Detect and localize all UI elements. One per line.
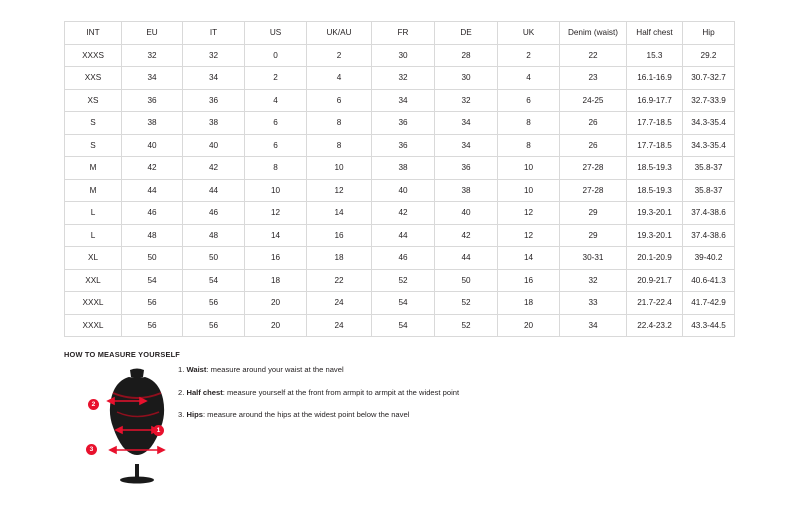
cell-de: 50 (435, 269, 498, 292)
cell-denim-waist: 33 (560, 292, 627, 315)
cell-uk-au: 6 (307, 89, 372, 112)
cell-half-chest: 22.4-23.2 (627, 314, 683, 337)
step-term-hips: Hips (186, 410, 203, 419)
column-header-int: INT (65, 22, 122, 45)
column-header-denim-waist: Denim (waist) (560, 22, 627, 45)
cell-eu: 42 (122, 157, 183, 180)
cell-hip: 40.6-41.3 (683, 269, 735, 292)
cell-eu: 46 (122, 202, 183, 225)
step-text-half-chest: : measure yourself at the front from armpit to armpit at the widest point (222, 387, 460, 397)
cell-int: XXXL (65, 292, 122, 315)
cell-uk: 2 (498, 44, 560, 67)
cell-denim-waist: 32 (560, 269, 627, 292)
measure-badge-2: 2 (88, 399, 99, 410)
table-row (65, 134, 735, 157)
cell-it: 56 (183, 314, 245, 337)
size-chart-header (65, 22, 735, 45)
cell-fr: 42 (372, 202, 435, 225)
measure-steps-list (178, 364, 598, 432)
column-header-uk-au: UK/AU (307, 22, 372, 45)
column-header-half-chest: Half chest (627, 22, 683, 45)
cell-hip: 35.8-37 (683, 179, 735, 202)
cell-denim-waist: 26 (560, 112, 627, 135)
cell-denim-waist: 29 (560, 202, 627, 225)
cell-it: 54 (183, 269, 245, 292)
cell-us: 4 (245, 89, 307, 112)
cell-us: 2 (245, 67, 307, 90)
cell-us: 16 (245, 247, 307, 270)
step-term-waist: Waist (186, 365, 207, 374)
cell-int: XXS (65, 67, 122, 90)
cell-uk: 8 (498, 112, 560, 135)
cell-uk: 16 (498, 269, 560, 292)
cell-uk-au: 4 (307, 67, 372, 90)
cell-int: S (65, 112, 122, 135)
cell-half-chest: 16.9-17.7 (627, 89, 683, 112)
cell-uk: 10 (498, 179, 560, 202)
cell-hip: 35.8-37 (683, 157, 735, 180)
cell-fr: 52 (372, 269, 435, 292)
cell-int: XXXS (65, 44, 122, 67)
cell-it: 56 (183, 292, 245, 315)
cell-uk: 6 (498, 89, 560, 112)
column-header-eu: EU (122, 22, 183, 45)
column-header-hip: Hip (683, 22, 735, 45)
cell-fr: 54 (372, 292, 435, 315)
cell-hip: 39-40.2 (683, 247, 735, 270)
cell-uk: 12 (498, 202, 560, 225)
cell-uk: 10 (498, 157, 560, 180)
table-row (65, 89, 735, 112)
cell-fr: 36 (372, 134, 435, 157)
cell-int: L (65, 224, 122, 247)
table-row (65, 269, 735, 292)
cell-us: 18 (245, 269, 307, 292)
size-chart-table-wrapper (64, 21, 734, 337)
cell-uk-au: 10 (307, 157, 372, 180)
column-header-fr: FR (372, 22, 435, 45)
measure-step-waist (178, 364, 598, 375)
cell-denim-waist: 29 (560, 224, 627, 247)
table-row (65, 44, 735, 67)
column-header-it: IT (183, 22, 245, 45)
cell-uk: 18 (498, 292, 560, 315)
size-chart-body (65, 44, 735, 337)
step-term-half-chest: Half chest (186, 387, 223, 397)
cell-int: XXXL (65, 314, 122, 337)
table-row (65, 179, 735, 202)
cell-uk: 8 (498, 134, 560, 157)
cell-fr: 36 (372, 112, 435, 135)
cell-uk-au: 12 (307, 179, 372, 202)
measure-badge-3: 3 (86, 444, 97, 455)
cell-hip: 37.4-38.6 (683, 202, 735, 225)
cell-uk-au: 22 (307, 269, 372, 292)
cell-eu: 54 (122, 269, 183, 292)
step-text-waist: : measure around your waist at the navel (206, 365, 344, 374)
cell-int: XL (65, 247, 122, 270)
cell-fr: 44 (372, 224, 435, 247)
step-number-3: 3. (178, 410, 185, 419)
cell-us: 20 (245, 292, 307, 315)
cell-fr: 40 (372, 179, 435, 202)
cell-fr: 30 (372, 44, 435, 67)
cell-de: 52 (435, 292, 498, 315)
cell-uk-au: 8 (307, 134, 372, 157)
cell-eu: 48 (122, 224, 183, 247)
table-row (65, 314, 735, 337)
cell-hip: 32.7-33.9 (683, 89, 735, 112)
cell-us: 12 (245, 202, 307, 225)
cell-eu: 32 (122, 44, 183, 67)
cell-denim-waist: 27-28 (560, 157, 627, 180)
cell-uk-au: 18 (307, 247, 372, 270)
cell-de: 30 (435, 67, 498, 90)
cell-denim-waist: 30-31 (560, 247, 627, 270)
cell-fr: 38 (372, 157, 435, 180)
cell-denim-waist: 22 (560, 44, 627, 67)
table-header-row (65, 22, 735, 45)
cell-half-chest: 18.5-19.3 (627, 157, 683, 180)
cell-de: 32 (435, 89, 498, 112)
cell-eu: 36 (122, 89, 183, 112)
cell-uk-au: 14 (307, 202, 372, 225)
cell-eu: 34 (122, 67, 183, 90)
cell-int: M (65, 157, 122, 180)
cell-us: 0 (245, 44, 307, 67)
size-chart-table (64, 21, 735, 337)
cell-uk: 14 (498, 247, 560, 270)
cell-uk: 20 (498, 314, 560, 337)
cell-eu: 56 (122, 292, 183, 315)
cell-de: 52 (435, 314, 498, 337)
cell-int: L (65, 202, 122, 225)
cell-uk-au: 16 (307, 224, 372, 247)
measure-step-half-chest (178, 387, 598, 398)
cell-it: 38 (183, 112, 245, 135)
cell-de: 28 (435, 44, 498, 67)
cell-it: 42 (183, 157, 245, 180)
cell-hip: 41.7-42.9 (683, 292, 735, 315)
cell-half-chest: 20.9-21.7 (627, 269, 683, 292)
cell-it: 40 (183, 134, 245, 157)
how-to-measure-heading: HOW TO MEASURE YOURSELF (64, 350, 181, 359)
column-header-de: DE (435, 22, 498, 45)
column-header-us: US (245, 22, 307, 45)
cell-us: 6 (245, 112, 307, 135)
cell-uk-au: 24 (307, 314, 372, 337)
cell-fr: 54 (372, 314, 435, 337)
cell-de: 44 (435, 247, 498, 270)
cell-de: 34 (435, 134, 498, 157)
table-row (65, 224, 735, 247)
cell-uk: 4 (498, 67, 560, 90)
cell-int: XXL (65, 269, 122, 292)
cell-uk-au: 8 (307, 112, 372, 135)
cell-denim-waist: 34 (560, 314, 627, 337)
cell-hip: 30.7-32.7 (683, 67, 735, 90)
table-row (65, 292, 735, 315)
cell-eu: 44 (122, 179, 183, 202)
cell-half-chest: 17.7-18.5 (627, 134, 683, 157)
step-number-2: 2. (178, 387, 185, 397)
cell-it: 32 (183, 44, 245, 67)
cell-half-chest: 18.5-19.3 (627, 179, 683, 202)
cell-hip: 43.3-44.5 (683, 314, 735, 337)
cell-half-chest: 16.1-16.9 (627, 67, 683, 90)
cell-half-chest: 15.3 (627, 44, 683, 67)
cell-int: M (65, 179, 122, 202)
cell-uk-au: 24 (307, 292, 372, 315)
step-number-1: 1. (178, 365, 185, 374)
table-row (65, 67, 735, 90)
cell-fr: 34 (372, 89, 435, 112)
cell-uk-au: 2 (307, 44, 372, 67)
cell-half-chest: 19.3-20.1 (627, 202, 683, 225)
cell-de: 38 (435, 179, 498, 202)
cell-de: 34 (435, 112, 498, 135)
cell-hip: 29.2 (683, 44, 735, 67)
cell-eu: 56 (122, 314, 183, 337)
measure-badge-1: 1 (153, 425, 164, 436)
cell-hip: 37.4-38.6 (683, 224, 735, 247)
cell-hip: 34.3-35.4 (683, 112, 735, 135)
cell-denim-waist: 26 (560, 134, 627, 157)
cell-half-chest: 17.7-18.5 (627, 112, 683, 135)
cell-denim-waist: 27-28 (560, 179, 627, 202)
cell-de: 36 (435, 157, 498, 180)
step-text-hips: : measure around the hips at the widest point below the navel (202, 410, 410, 419)
cell-half-chest: 19.3-20.1 (627, 224, 683, 247)
cell-hip: 34.3-35.4 (683, 134, 735, 157)
cell-eu: 50 (122, 247, 183, 270)
cell-de: 42 (435, 224, 498, 247)
cell-us: 10 (245, 179, 307, 202)
cell-de: 40 (435, 202, 498, 225)
cell-it: 34 (183, 67, 245, 90)
cell-int: XS (65, 89, 122, 112)
column-header-uk: UK (498, 22, 560, 45)
cell-eu: 38 (122, 112, 183, 135)
cell-uk: 12 (498, 224, 560, 247)
table-row (65, 247, 735, 270)
cell-int: S (65, 134, 122, 157)
cell-half-chest: 21.7-22.4 (627, 292, 683, 315)
cell-it: 48 (183, 224, 245, 247)
table-row (65, 202, 735, 225)
table-row (65, 112, 735, 135)
cell-it: 46 (183, 202, 245, 225)
cell-us: 14 (245, 224, 307, 247)
cell-denim-waist: 23 (560, 67, 627, 90)
cell-half-chest: 20.1-20.9 (627, 247, 683, 270)
cell-us: 6 (245, 134, 307, 157)
table-row (65, 157, 735, 180)
cell-us: 20 (245, 314, 307, 337)
cell-it: 44 (183, 179, 245, 202)
cell-eu: 40 (122, 134, 183, 157)
measure-step-hips (178, 409, 598, 420)
cell-it: 36 (183, 89, 245, 112)
cell-us: 8 (245, 157, 307, 180)
cell-fr: 46 (372, 247, 435, 270)
cell-fr: 32 (372, 67, 435, 90)
cell-it: 50 (183, 247, 245, 270)
cell-denim-waist: 24-25 (560, 89, 627, 112)
